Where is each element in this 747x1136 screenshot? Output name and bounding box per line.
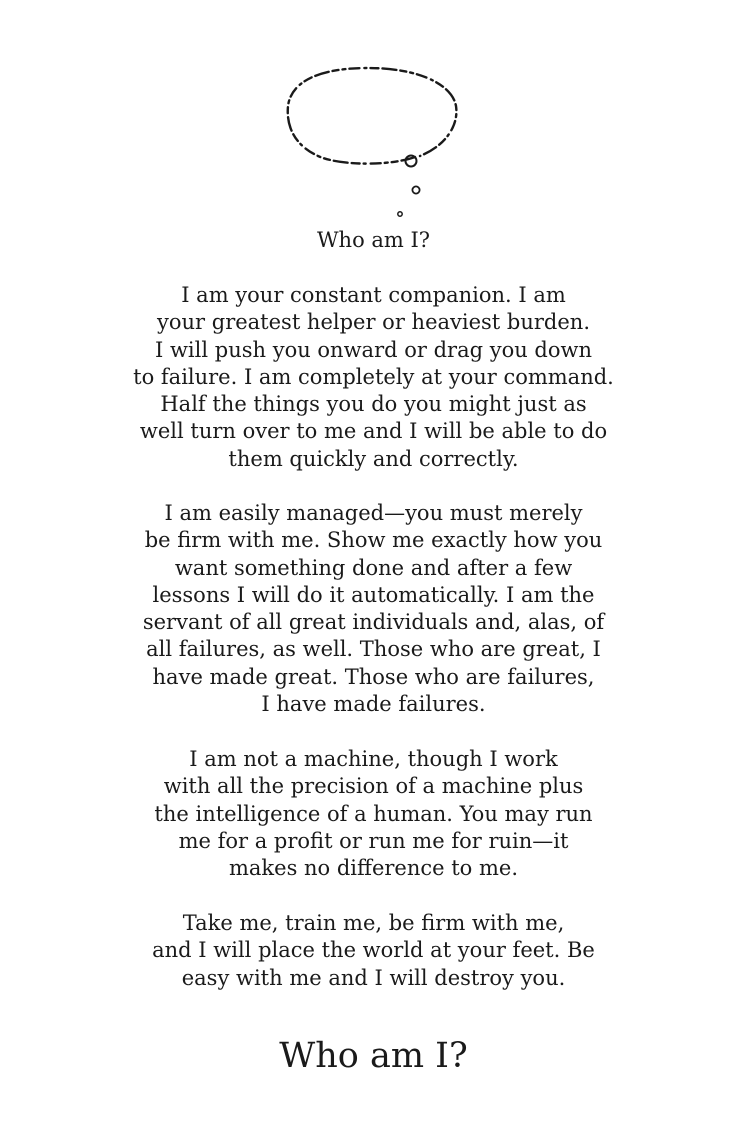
stanza-line: with all the precision of a machine plus — [163, 774, 584, 799]
stanza-line: and I will place the world at your feet. Be — [152, 938, 595, 963]
stanza-line: them quickly and correctly. — [228, 446, 519, 471]
intro-question: Who am I? — [316, 228, 431, 252]
thought-bubble-dot-small — [398, 212, 402, 216]
stanza-line: have made great. Those who are failures, — [152, 664, 595, 689]
stanza-line: to failure. I am completely at your command. — [133, 364, 614, 389]
stanza-line: me for a profit or run me for ruin—it — [178, 828, 569, 853]
stanza-line: lessons I will do it automatically. I am the — [152, 582, 595, 607]
stanza-line: I am not a machine, though I work — [189, 747, 558, 771]
stanza-line: I am easily managed—you must merely — [164, 501, 583, 525]
stanza-4 — [0, 910, 747, 992]
stanza-line: the intelligence of a human. You may run — [154, 801, 593, 826]
stanza-line: Half the things you do you might just as — [160, 392, 587, 417]
closing-question: Who am I? — [279, 1036, 468, 1076]
stanza-line: servant of all great individuals and, alas, of — [142, 610, 605, 635]
thought-bubble-icon — [280, 60, 470, 225]
stanza-line: I am your constant companion. I am — [181, 283, 566, 307]
stanza-line: be firm with me. Show me exactly how you — [144, 528, 603, 553]
stanza-line: I will push you onward or drag you down — [154, 337, 592, 362]
stanza-line: your greatest helper or heaviest burden. — [157, 310, 590, 335]
stanza-line: makes no difference to me. — [228, 856, 519, 881]
stanza-2 — [0, 500, 747, 718]
stanza-1 — [0, 282, 747, 473]
stanza-line: well turn over to me and I will be able to do — [139, 419, 608, 444]
stanza-line: I have made failures. — [261, 692, 486, 717]
stanza-line: easy with me and I will destroy you. — [181, 965, 566, 990]
stanza-line: all failures, as well. Those who are great, I — [146, 637, 601, 662]
stanza-line: want something done and after a few — [174, 555, 573, 580]
thought-bubble-dot-medium — [412, 186, 419, 193]
stanza-3 — [0, 746, 747, 882]
thought-bubble-cloud — [288, 68, 457, 164]
stanza-line: Take me, train me, be firm with me, — [182, 911, 565, 935]
